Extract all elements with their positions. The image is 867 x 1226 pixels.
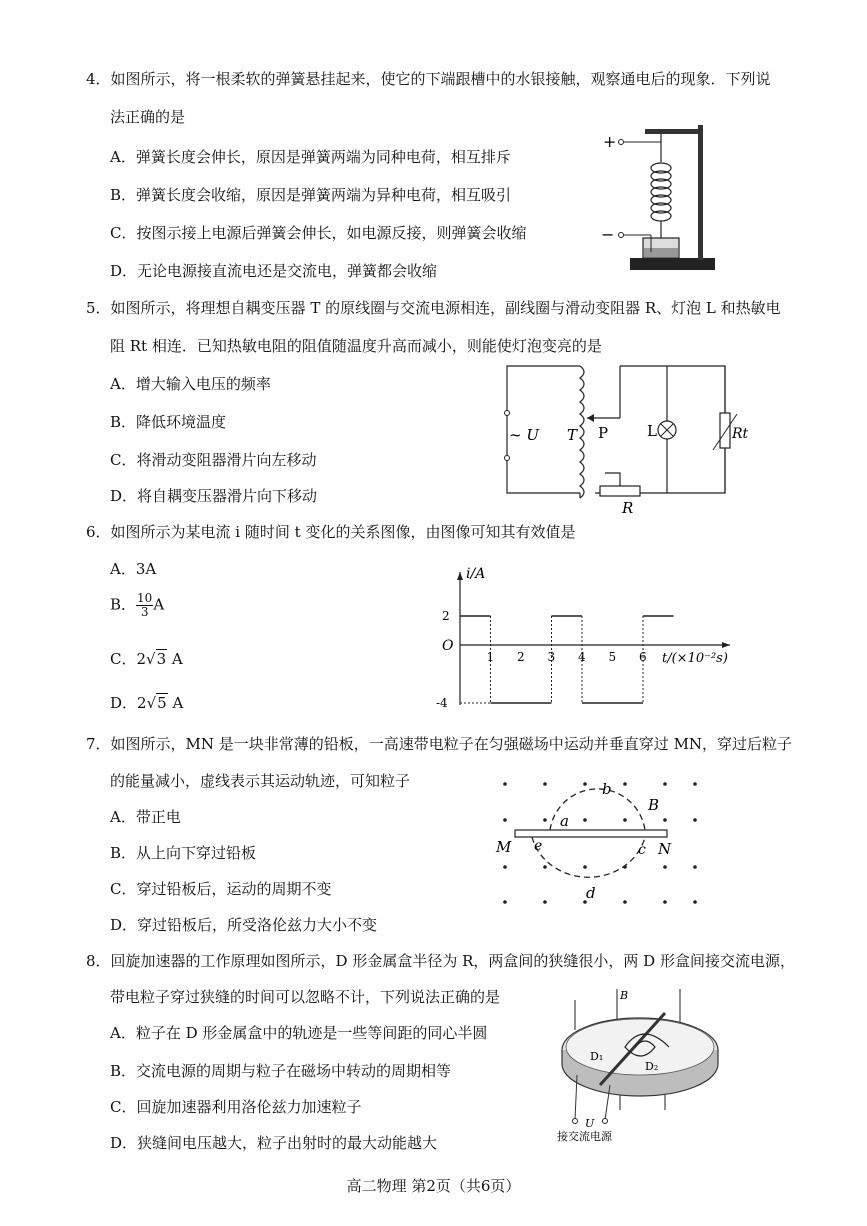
q8-option-a: A．粒子在 D 形金属盒中的轨迹是一些等间距的同心半圆	[110, 1024, 488, 1042]
field-b-label: B	[648, 796, 660, 814]
d2-label: D₂	[645, 1060, 659, 1073]
q8-stem-line1: 8．回旋加速器的工作原理如图所示，D 形金属盒半径为 R，两盒间的狭缝很小，两 D 形盒间接交流电源，	[86, 952, 795, 970]
point-m-label: M	[496, 838, 512, 856]
field-dot	[623, 818, 627, 822]
q5-stem-line1: 5．如图所示，将理想自耦变压器 T 的原线圈与交流电源相连，副线圈与滑动变阻器 R、灯泡 L 和热敏电	[86, 299, 781, 317]
field-dot	[503, 818, 507, 822]
q8-stem-line2: 带电粒子穿过狭缝的时间可以忽略不计，下列说法正确的是	[110, 988, 501, 1006]
x-tick-label: 3	[547, 650, 556, 664]
q6-option-a: A．3A	[110, 560, 157, 578]
point-e-label: e	[534, 838, 543, 854]
field-dot	[543, 865, 547, 869]
x-axis-arrow	[722, 642, 730, 648]
source-u-label: ~ U	[509, 426, 539, 444]
cyclotron-figure	[545, 985, 735, 1145]
lead-plate-trajectory-figure	[490, 772, 700, 912]
field-dot	[623, 782, 627, 786]
q6-option-d: D．2√5 A	[110, 694, 184, 712]
field-dot	[693, 865, 697, 869]
lead-plate-mn	[515, 830, 667, 837]
field-dot	[583, 782, 587, 786]
origin-label: O	[442, 638, 454, 654]
point-n-label: N	[658, 840, 672, 858]
q4-option-b: B．弹簧长度会收缩，原因是弹簧两端为异种电荷，相互吸引	[110, 186, 512, 204]
ac-source-caption: 接交流电源	[557, 1130, 612, 1143]
x-tick-label: 5	[608, 650, 617, 664]
slider-p-arrow	[587, 414, 594, 422]
field-dot	[693, 900, 697, 904]
y-axis-arrow	[457, 572, 463, 580]
q7-stem-line2: 的能量减小，虚线表示其运动轨迹，可知粒子	[110, 772, 411, 790]
d1-label: D₁	[590, 1050, 604, 1063]
field-dot	[543, 782, 547, 786]
q7-option-d: D．穿过铅板后，所受洛伦兹力大小不变	[110, 916, 378, 934]
spring-coil	[651, 163, 671, 221]
fraction-10-3: $\frac{10}{3}$	[137, 591, 153, 619]
q7-option-b: B．从上向下穿过铅板	[110, 844, 257, 862]
y-tick-label: -4	[436, 696, 448, 710]
field-dot	[583, 818, 587, 822]
autotransformer-circuit-figure	[495, 358, 765, 518]
transformer-t-label: T	[567, 426, 578, 444]
rheostat-r-label: R	[622, 499, 634, 517]
q5-option-d: D．将自耦变压器滑片向下移动	[110, 487, 318, 505]
q6-option-c: C．2√3 A	[110, 650, 183, 668]
stand-rod	[698, 125, 703, 260]
field-dot	[693, 818, 697, 822]
point-a-label: a	[560, 812, 569, 830]
x-tick-label: 1	[486, 650, 495, 664]
q6-option-b: B． $\frac{10}{3}$ A	[110, 591, 165, 619]
thermistor-symbol	[720, 413, 730, 448]
q7-option-c: C．穿过铅板后，运动的周期不变	[110, 880, 332, 898]
field-dot	[543, 900, 547, 904]
q4-option-a: A．弹簧长度会伸长，原因是弹簧两端为同种电荷，相互排斥	[110, 148, 511, 166]
q5-stem-line2: 阻 Rt 相连．已知热敏电阻的阻值随温度升高而减小，则能使灯泡变亮的是	[110, 337, 602, 355]
q4-option-c: C．按图示接上电源后弹簧会伸长，如电源反接，则弹簧会收缩	[110, 224, 527, 242]
trajectory-lower	[532, 837, 645, 877]
field-dot	[503, 900, 507, 904]
q5-option-b: B．降低环境温度	[110, 413, 227, 431]
field-dot	[623, 900, 627, 904]
y-axis-label: i/A	[466, 566, 486, 582]
voltage-u-label: U	[585, 1117, 595, 1130]
q8-option-c: C．回旋加速器利用洛伦兹力加速粒子	[110, 1098, 362, 1116]
q4-stem-line1: 4．如图所示，将一根柔软的弹簧悬挂起来，使它的下端跟槽中的水银接触，观察通电后的现象．下列说	[86, 70, 771, 88]
point-c-label: c	[638, 842, 646, 858]
point-d-label: d	[586, 884, 596, 902]
minus-terminal-label: −	[601, 225, 615, 244]
stand-arm	[645, 129, 703, 134]
field-dot	[663, 818, 667, 822]
field-dot	[663, 782, 667, 786]
q5-option-c: C．将滑动变阻器滑片向左移动	[110, 451, 317, 469]
field-dot	[503, 865, 507, 869]
field-dot	[693, 782, 697, 786]
current-time-chart	[430, 560, 760, 710]
thermistor-rt-label: Rt	[732, 426, 749, 442]
q7-stem-line1: 7．如图所示，MN 是一块非常薄的铅板，一高速带电粒子在匀强磁场中运动并垂直穿过 MN，穿过后粒子	[86, 735, 793, 753]
field-b-label: B	[620, 989, 629, 1002]
point-b-label: b	[602, 780, 612, 798]
x-axis-label: t/(×10⁻²s)	[662, 651, 728, 666]
field-dot	[663, 865, 667, 869]
q4-option-d: D．无论电源接直流电还是交流电，弹簧都会收缩	[110, 262, 438, 280]
field-dot	[543, 818, 547, 822]
q8-option-b: B．交流电源的周期与粒子在磁场中转动的周期相等	[110, 1062, 452, 1080]
x-tick-label: 4	[578, 650, 586, 664]
q7-option-a: A．带正电	[110, 808, 181, 826]
field-dot	[663, 900, 667, 904]
page-footer: 高二物理 第2页（共6页）	[346, 1177, 521, 1195]
lamp-l-label: L	[647, 422, 657, 440]
field-dot	[503, 782, 507, 786]
q8-option-d: D．狭缝间电压越大，粒子出射时的最大动能越大	[110, 1134, 438, 1152]
q6-stem: 6．如图所示为某电流 i 随时间 t 变化的关系图像，由图像可知其有效值是	[86, 523, 576, 541]
q5-option-a: A．增大输入电压的频率	[110, 375, 271, 393]
field-dot	[583, 865, 587, 869]
y-tick-label: 2	[442, 609, 450, 623]
plus-terminal-label: +	[603, 132, 617, 151]
q4-stem-line2: 法正确的是	[110, 108, 186, 126]
spring-apparatus-figure	[595, 120, 725, 280]
x-tick-label: 2	[517, 650, 525, 664]
slider-p-label: P	[598, 424, 609, 442]
x-tick-label: 6	[639, 650, 647, 664]
